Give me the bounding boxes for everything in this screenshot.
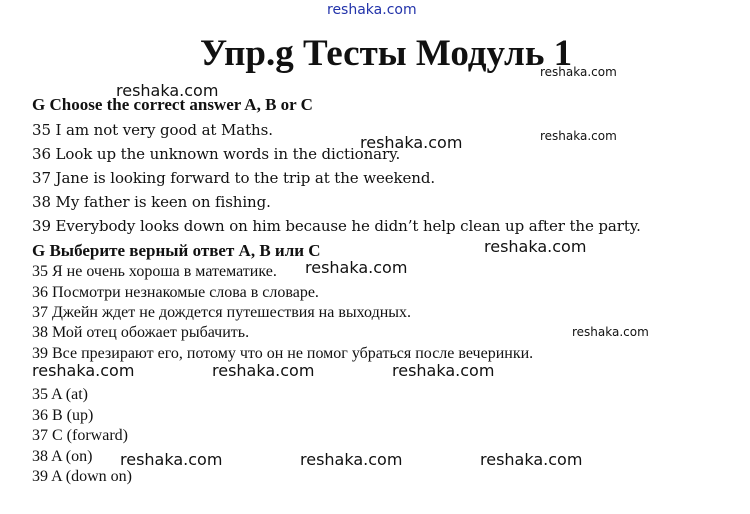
russian-item: 36 Посмотри незнакомые слова в словаре. <box>32 284 319 301</box>
answer-item: 38 A (on) <box>32 448 93 465</box>
answer-item: 36 B (up) <box>32 407 94 424</box>
russian-item: 35 Я не очень хороша в математике. <box>32 263 277 280</box>
watermark: reshaka.com <box>116 81 219 100</box>
watermark: reshaka.com <box>484 237 587 256</box>
watermark: reshaka.com <box>540 65 617 79</box>
watermark: reshaka.com <box>540 129 617 143</box>
russian-item: 37 Джейн ждет не дождется путешествия на выходных. <box>32 304 412 321</box>
english-item: 37 Jane is looking forward to the trip at the weekend. <box>32 169 436 187</box>
watermark: reshaka.com <box>572 325 649 339</box>
english-item: 39 Everybody looks down on him because he didn’t help clean up after the party. <box>32 217 641 235</box>
watermark: reshaka.com <box>480 450 583 469</box>
watermark: reshaka.com <box>120 450 223 469</box>
watermark: reshaka.com <box>305 258 408 277</box>
watermark: reshaka.com <box>32 361 135 380</box>
answer-item: 35 A (at) <box>32 386 88 403</box>
russian-item: 38 Мой отец обожает рыбачить. <box>32 324 250 341</box>
english-heading: G Choose the correct answer A, B or C <box>32 95 313 114</box>
answer-item: 39 A (down on) <box>32 468 132 485</box>
page-title: Упр.g Тесты Модуль 1 <box>200 33 573 74</box>
watermark: reshaka.com <box>300 450 403 469</box>
russian-item: 39 Все презирают его, потому что он не помог убраться после вечеринки. <box>32 345 534 362</box>
watermark-top: reshaka.com <box>327 2 417 18</box>
russian-heading: G Выберите верный ответ А, В или С <box>32 241 321 260</box>
english-item: 38 My father is keen on fishing. <box>32 193 271 211</box>
answer-item: 37 C (forward) <box>32 427 128 444</box>
english-item: 35 I am not very good at Maths. <box>32 121 273 139</box>
english-item: 36 Look up the unknown words in the dictionary. <box>32 145 401 163</box>
watermark: reshaka.com <box>392 361 495 380</box>
watermark: reshaka.com <box>360 133 463 152</box>
watermark: reshaka.com <box>212 361 315 380</box>
